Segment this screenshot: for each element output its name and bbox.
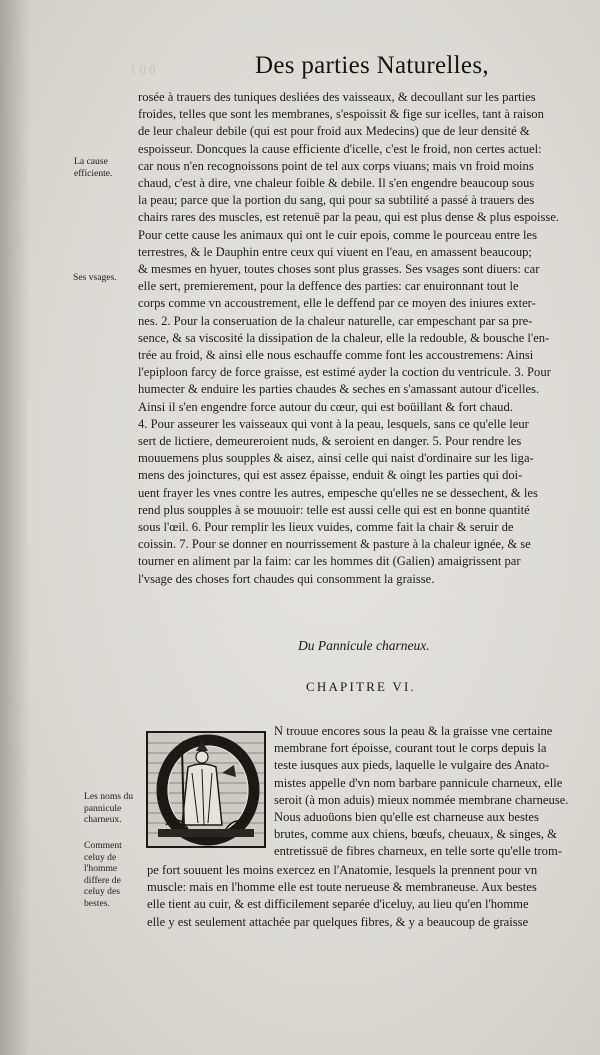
- chapter-line: pe fort souuent les moins exercez en l'Anatomie, lesquels la prennent pour vn: [147, 863, 538, 877]
- body-line: humecter & enduire les parties chaudes & seches en s'amassant autour d'icelles.: [138, 382, 540, 397]
- body-line: corps comme vn accoustrement, elle le deffend par ce moyen des iniures exter-: [138, 296, 536, 311]
- woodcut-bishop-illustration: [148, 733, 264, 846]
- body-line: de leur chaleur debile (qui est pour froid aux Medecins) que de leur densité &: [138, 124, 530, 139]
- section-title: Du Pannicule charneux.: [298, 638, 430, 653]
- body-line: rosée à trauers des tuniques desliées des vaisseaux, & decoullant sur les parties: [138, 90, 536, 104]
- chapter-line: membrane fort époisse, courant tout le corps depuis la: [274, 741, 547, 756]
- margin-note-names: Les noms du pannicule charneux.: [84, 791, 134, 825]
- chapter-line: elle tient au cuir, & est difficilement separée d'iceluy, au lieu qu'en l'homme: [147, 897, 529, 912]
- body-line: Pour cette cause les animaux qui ont le cuir epois, comme le pourceau entre les: [138, 227, 538, 242]
- margin-note-cause: La cause efficiente.: [74, 156, 113, 179]
- body-line: & mesmes en hyuer, toutes choses sont plus grasses. Ses vsages sont diuers: car: [138, 262, 540, 277]
- chapter-line: entretissuë de fibres charneux, en telle sorte qu'elle trom-: [274, 844, 562, 859]
- body-text: [138, 89, 590, 588]
- body-line: terrestres, & le Dauphin entre ceux qui viuent en l'eau, en amassent beaucoup;: [138, 244, 532, 259]
- running-head: Des parties Naturelles,: [255, 52, 489, 79]
- body-line: Ainsi il s'en engendre force autour du cœur, qui est boüillant & fort chaud.: [138, 399, 513, 414]
- body-line: mouuemens plus soupples & aisez, ainsi celle qui naist d'ordinaire sur les liga-: [138, 451, 534, 466]
- show-through-folio: 100: [130, 62, 159, 77]
- decorated-initial-o: [146, 731, 266, 848]
- body-line: chairs rares des muscles, est retenuë par la peau, qui est plus dense & plus espoisse.: [138, 210, 560, 225]
- body-line: sert de lictiere, demeureroient nuds, & seroient en danger. 5. Pour rendre les: [138, 434, 522, 449]
- body-line: chaud, c'est à dire, vne chaleur foible & debile. Il s'en engendre beaucoup sous: [138, 176, 535, 191]
- chapter-opening-text: [274, 723, 592, 861]
- body-line: espoisseur. Doncques la cause efficiente d'icelle, c'est le froid, non certes actuel:: [138, 141, 542, 156]
- chapter-line: mistes appelle d'vn nom barbare pannicule charneux, elle: [274, 775, 563, 790]
- body-line: tourner en aliment par la faim: car les hommes dit (Galien) amaigrissent par: [138, 554, 521, 569]
- body-line: la peau; parce que la portion du sang, qui pour sa subtilité a passé à trauers des: [138, 193, 535, 208]
- body-line: 4. Pour asseurer les vaisseaux qui vont à la peau, lesquels, sans ce qu'elle leur: [138, 416, 529, 431]
- chapter-line: N trouue encores sous la peau & la graisse vne certaine: [274, 724, 553, 738]
- margin-note-uses: Ses vsages.: [73, 272, 117, 283]
- body-line: nes. 2. Pour la conseruation de la chaleur naturelle, car empeschant par sa pre-: [138, 313, 533, 328]
- body-line: elle sert, premierement, pour la deffence des parties: car enuironnant tout le: [138, 279, 519, 294]
- chapter-line: Nous aduoüons bien qu'elle est charneuse aux bestes: [274, 810, 539, 825]
- chapter-line: muscle: mais en l'homme elle est toute nerueuse & membraneuse. Aux bestes: [147, 880, 537, 895]
- body-line: l'vsage des choses fort chaudes qui consomment la graisse.: [138, 571, 435, 586]
- body-line: mens des joinctures, qui est assez épaisse, enduit & oingt les parties qui doi-: [138, 468, 523, 483]
- chapter-line: teste iusques aux pieds, laquelle le vulgaire des Anato-: [274, 758, 550, 773]
- body-line: l'epiploon farcy de force graisse, est estimé ayder la coction du ventricule. 3. Pour: [138, 365, 551, 380]
- body-line: sence, & sa viscosité la dissipation de la chaleur, elle la redouble, & bousche l'en-: [138, 330, 550, 345]
- chapter-heading: CHAPITRE VI.: [306, 679, 416, 694]
- margin-note-compare: Comment celuy de l'homme differe de celuy des bestes.: [84, 840, 122, 909]
- body-line: car nous n'en recognoissons point de tel aux corps viuans; mais vn froid moins: [138, 158, 534, 173]
- chapter-line: brutes, comme aux chiens, bœufs, cheuaux, & singes, &: [274, 827, 557, 842]
- body-line: uent frayer les vnes contre les autres, empesche qu'elles ne se dessechent, & les: [138, 485, 538, 500]
- body-line: rend plus soupples à se mouuoir: telle est aussi celle qui est en bonne quantité: [138, 502, 530, 517]
- chapter-continuation-text: [147, 862, 592, 931]
- body-line: trée au froid, & ainsi elle nous eschauffe comme font les accoustremens: Ainsi: [138, 348, 534, 363]
- body-line: sous l'œil. 6. Pour remplir les lieux vuides, comme fait la chair & seruir de: [138, 520, 514, 535]
- body-line: froides, telles que sont les membranes, s'espoissit & fige sur icelles, tant à raison: [138, 107, 544, 122]
- body-line: coissin. 7. Pour se donner en nourrissement & pasture à la chaleur ignée, & se: [138, 537, 531, 552]
- chapter-line: seroit (à mon aduis) mieux nommée membrane charneuse.: [274, 792, 569, 807]
- chapter-line: elle y est seulement attachée par quelques fibres, & y a beaucoup de graisse: [147, 914, 529, 929]
